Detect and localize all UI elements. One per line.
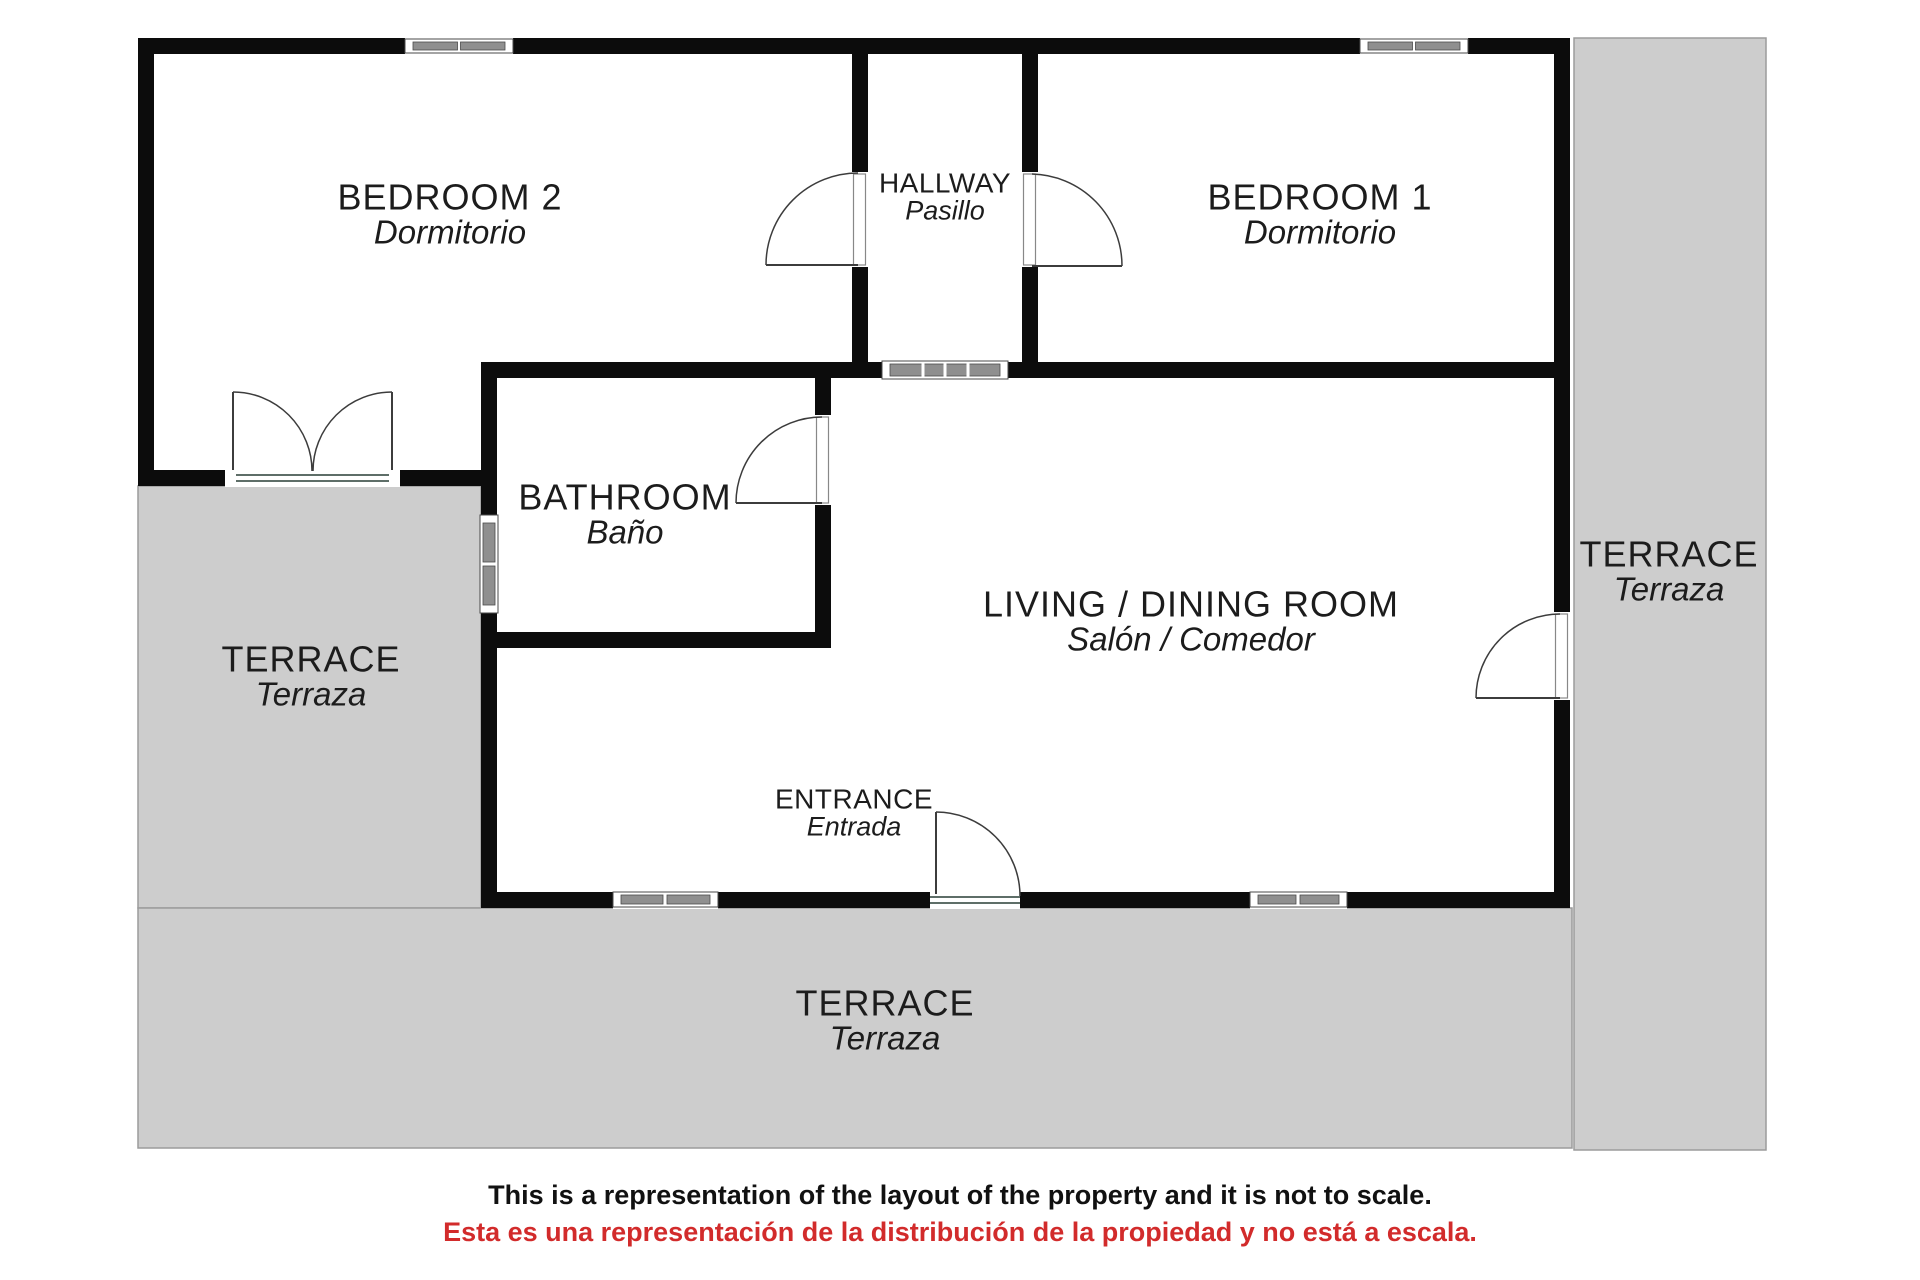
bathroom-name: BATHROOM xyxy=(518,476,732,518)
living-dining-subname: Salón / Comedor xyxy=(1067,620,1315,658)
bedroom1-name: BEDROOM 1 xyxy=(1207,176,1433,218)
bottom-window-2-icon xyxy=(1250,892,1347,907)
bathroom-window-icon xyxy=(480,515,498,613)
terrace-left-subname: Terraza xyxy=(255,675,367,713)
label-hallway xyxy=(878,167,1012,226)
entrance-door xyxy=(930,812,1020,903)
wall-mid-horizontal xyxy=(481,362,1554,378)
label-bathroom xyxy=(518,476,732,551)
disclaimer-spanish: Esta es una representación de la distribución de la propiedad y no está a escala. xyxy=(443,1217,1477,1247)
bedroom2-door xyxy=(766,173,866,265)
bedroom1-window-icon xyxy=(1360,39,1468,53)
opening-double-door xyxy=(225,469,400,487)
label-bedroom2 xyxy=(337,176,563,251)
bedroom1-subname: Dormitorio xyxy=(1243,213,1397,251)
label-bedroom1 xyxy=(1207,176,1433,251)
terrace-right-name: TERRACE xyxy=(1579,533,1759,575)
disclaimer-english: This is a representation of the layout of the property and it is not to scale. xyxy=(488,1180,1432,1210)
wall-bathroom-bottom xyxy=(481,632,831,648)
wall-left xyxy=(138,38,154,486)
terrace-right-subname: Terraza xyxy=(1613,570,1725,608)
terrace-bottom-name: TERRACE xyxy=(795,982,975,1024)
wall-right xyxy=(1554,38,1570,908)
terrace-left-name: TERRACE xyxy=(221,638,401,680)
hallway-subname: Pasillo xyxy=(905,195,985,226)
bottom-window-1-icon xyxy=(613,892,718,907)
entrance-subname: Entrada xyxy=(806,811,902,842)
entrance-name: ENTRANCE xyxy=(774,783,934,815)
label-terrace-right xyxy=(1579,533,1759,608)
label-living-dining xyxy=(982,583,1400,658)
label-terrace-bottom xyxy=(795,982,975,1057)
bedroom2-subname: Dormitorio xyxy=(373,213,527,251)
bathroom-subname: Baño xyxy=(586,513,664,551)
label-entrance xyxy=(774,783,934,842)
double-door-bedroom2-terrace xyxy=(233,392,392,481)
bedroom2-window-icon xyxy=(405,39,513,53)
hallway-name: HALLWAY xyxy=(878,167,1012,199)
label-terrace-left xyxy=(221,638,401,713)
terrace-bottom-subname: Terraza xyxy=(829,1019,941,1057)
bedroom2-name: BEDROOM 2 xyxy=(337,176,563,218)
opening-entrance-door xyxy=(930,891,1020,909)
living-dining-name: LIVING / DINING ROOM xyxy=(982,583,1400,625)
wall-top xyxy=(138,38,1570,54)
hallway-window-icon xyxy=(882,361,1008,379)
